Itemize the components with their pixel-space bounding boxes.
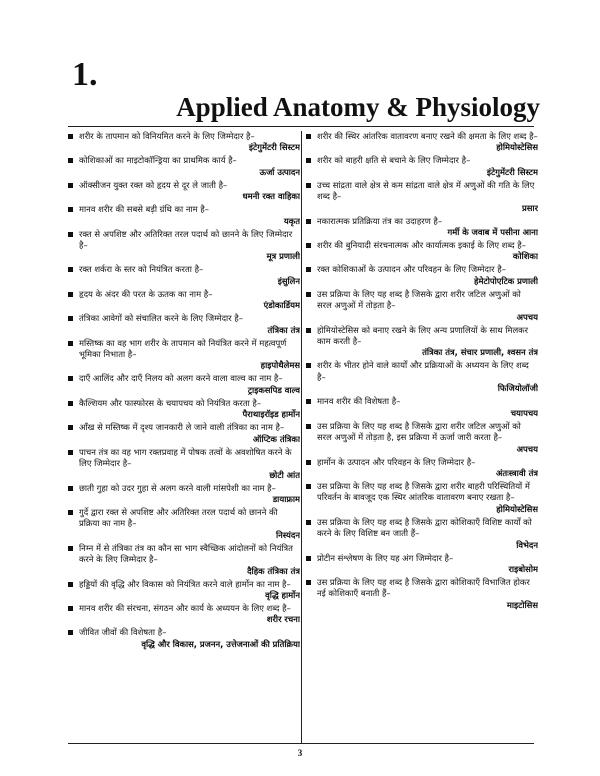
square-bullet-icon [68, 376, 73, 381]
question-item [306, 131, 538, 154]
square-bullet-icon [68, 267, 73, 272]
square-bullet-icon [68, 183, 73, 188]
question-text: उस प्रक्रिया के लिए यह शब्द है जिसके द्वारा शरीर जटिल अणुओं को सरल अणुओं में तोड़ता है, इस प्रक्रिया में ऊर्जा जारी करता है– [317, 420, 521, 443]
answer-text: हाइपोथैलेमस [260, 360, 300, 371]
column-divider [301, 131, 302, 743]
square-bullet-icon [306, 292, 311, 297]
question-text: उस प्रक्रिया के लिए यह शब्द है जिसके द्वारा शरीर बाहरी परिस्थितियों में परिवर्तन के बावजूद एक स्थिर आंतरिक वातावरण बनाए रखता है– [317, 480, 530, 503]
question-text: आँख से मस्तिष्क में दृश्य जानकारी ले जाने वाली तंत्रिका का नाम है– [79, 422, 285, 433]
square-bullet-icon [68, 630, 73, 635]
question-item [68, 447, 300, 481]
question-text: उस प्रक्रिया के लिए यह शब्द है जिसके द्वारा शरीर जटिल अणुओं को सरल अणुओं में तोड़ता है– [317, 288, 521, 311]
question-text: मस्तिष्क का वह भाग शरीर के तापमान को नियंत्रित करने में महत्वपूर्ण भूमिका निभाता है– [79, 337, 287, 360]
square-bullet-icon [68, 158, 73, 163]
square-bullet-icon [68, 510, 73, 515]
answer-text: अपचय [516, 311, 538, 322]
square-bullet-icon [68, 486, 73, 491]
question-item [68, 338, 300, 372]
question-text: कैल्शियम और फास्फोरस के चयापचय को नियंत्रित करता है– [79, 397, 262, 408]
square-bullet-icon [68, 582, 73, 587]
answer-text: धमनी रक्त वाहिका [242, 191, 300, 202]
square-bullet-icon [68, 316, 73, 321]
question-item [306, 396, 538, 419]
answer-text: अंतःस्त्रावी तंत्र [495, 467, 538, 478]
square-bullet-icon [306, 520, 311, 525]
square-bullet-icon [306, 363, 311, 368]
question-item [306, 481, 538, 515]
square-bullet-icon [68, 546, 73, 551]
answer-text: अपचय [516, 443, 538, 454]
question-text: शरीर के भीतर होने वाले कार्यों और प्रक्रियाओं के अध्ययन के लिए शब्द है– [317, 360, 529, 382]
square-bullet-icon [306, 183, 311, 188]
square-bullet-icon [306, 556, 311, 561]
answer-text: निस्यंदन [275, 529, 300, 540]
question-item [68, 373, 300, 396]
question-text: पाचन तंत्र का वह भाग रक्तप्रवाह में पोषक तत्वों के अवशोषित करने के लिए जिम्मेदार है– [79, 446, 292, 469]
answer-text: गर्मी के जवाब में पसीना आना [447, 227, 538, 238]
question-item [306, 421, 538, 455]
question-item [306, 180, 538, 214]
question-item [68, 543, 300, 577]
answer-text: विभेदन [516, 539, 538, 550]
page-number: 3 [297, 748, 303, 758]
question-text: तंत्रिका आवेगों को संचालित करने के लिए जिम्मेदार है– [79, 313, 243, 324]
question-item [68, 131, 300, 154]
square-bullet-icon [306, 158, 311, 163]
question-item [68, 422, 300, 445]
answer-text: फिजियोलॉजी [497, 383, 538, 394]
answer-text: इंसुलिन [277, 275, 300, 286]
question-text: गुर्दे द्वारा रक्त से अपशिष्ट और अतिरिक्त तरल पदार्थ को छानने की प्रक्रिया का नाम है– [79, 506, 278, 529]
answer-text: होमियोस्टेसिस [496, 503, 538, 514]
question-item [68, 313, 300, 336]
square-bullet-icon [68, 207, 73, 212]
chapter-title: Applied Anatomy & Physiology [176, 92, 540, 122]
square-bullet-icon [306, 219, 311, 224]
square-bullet-icon [306, 484, 311, 489]
question-text: मानव शरीर की विशेषता है– [317, 396, 401, 407]
question-item [306, 240, 538, 263]
answer-text: हेमेटोपोएटिक प्रणाली [474, 275, 538, 286]
question-text: मानव शरीर की सबसे बड़ी ग्रंथि का नाम है– [79, 204, 209, 215]
answer-text: पैराथाइरॉइड हार्मोन [242, 409, 300, 420]
square-bullet-icon [306, 399, 311, 404]
question-text: हृदय के अंदर की परत के ऊतक का नाम है– [79, 288, 213, 299]
question-item [306, 325, 538, 359]
answer-text: प्रसार [521, 202, 538, 213]
question-item [68, 289, 300, 312]
answer-text: होमियोस्टेसिस [496, 142, 538, 153]
square-bullet-icon [306, 580, 311, 585]
question-item [306, 155, 538, 178]
question-text: उच्च सांद्रता वाले क्षेत्र से कम सांद्रता वाले क्षेत्र में अणुओं की गति के लिए शब्द है– [317, 179, 535, 202]
square-bullet-icon [306, 328, 311, 333]
question-item [306, 289, 538, 323]
question-item [68, 204, 300, 227]
answer-text: तंत्रिका तंत्र [267, 324, 300, 335]
answer-text: छोटी आंत [269, 469, 300, 480]
square-bullet-icon [306, 424, 311, 429]
question-text: ऑक्सीजन युक्त रक्त को हृदय से दूर ले जाती है– [79, 179, 228, 190]
answer-text: चयापचय [510, 407, 538, 418]
question-text: शरीर के तापमान को विनियमित करने के लिए जिम्मेदार है– [79, 131, 255, 141]
answer-text: कोशिका [512, 251, 538, 262]
question-text: प्रोटीन संश्लेषण के लिए यह अंग जिम्मेदार है– [317, 552, 454, 563]
square-bullet-icon [68, 232, 73, 237]
question-item [306, 264, 538, 287]
square-bullet-icon [68, 134, 73, 139]
answer-text: मूत्र प्रणाली [266, 251, 300, 262]
answer-text: ट्राइकसपिड वाल्व [247, 384, 300, 395]
question-item [68, 264, 300, 287]
square-bullet-icon [306, 134, 311, 139]
question-item [306, 360, 538, 394]
answer-text: इंटेगुमेंटरी सिस्टम [486, 166, 538, 177]
question-item [306, 457, 538, 480]
square-bullet-icon [306, 267, 311, 272]
question-text: रक्त कोशिकाओं के उत्पादन और परिवहन के लिए जिम्मेदार है– [317, 264, 506, 275]
square-bullet-icon [306, 243, 311, 248]
question-text: रक्त से अपशिष्ट और अतिरिक्त तरल पदार्थ को छानने के लिए जिम्मेदार है– [79, 228, 293, 251]
question-text: दाएँ आलिंद और दाएँ निलय को अलग करने वाला वाल्व का नाम है– [79, 373, 283, 384]
question-item [68, 507, 300, 541]
question-item [306, 216, 538, 239]
answer-text: माइटोसिस [506, 599, 538, 610]
left-column [68, 131, 300, 741]
question-text: होमियोस्टेसिस को बनाए रखने के लिए अन्य प्रणालियों के साथ मिलकर काम करती है– [317, 324, 528, 347]
square-bullet-icon [68, 425, 73, 430]
square-bullet-icon [68, 401, 73, 406]
answer-text: ऊर्जा उत्पादन [259, 166, 300, 177]
question-text: नकारात्मक प्रतिक्रिया तंत्र का उदाहरण है– [317, 215, 443, 226]
question-item [68, 180, 300, 203]
answer-text: वृद्धि हार्मोन [265, 589, 300, 600]
answer-text: शरीर रचना [266, 614, 300, 625]
answer-text: दैहिक तंत्रिका तंत्र [247, 565, 300, 576]
question-text: मानव शरीर की संरचना, संगठन और कार्य के अध्ययन के लिए शब्द है– [79, 602, 291, 613]
answer-text: डायाफ्राम [272, 493, 300, 504]
answer-text: इंटेगुमेंटरी सिस्टम [248, 142, 300, 153]
question-text: शरीर की स्थिर आंतरिक वातावरण बनाए रखने की क्षमता के लिए शब्द है– [317, 131, 538, 141]
square-bullet-icon [68, 292, 73, 297]
answer-text: राइबोसोम [508, 563, 538, 574]
answer-text: एंडोकार्डियम [263, 300, 300, 311]
question-text: रक्त शर्करा के स्तर को नियंत्रित करता है– [79, 264, 204, 275]
right-column [306, 131, 538, 741]
square-bullet-icon [68, 450, 73, 455]
question-item [68, 579, 300, 602]
answer-text: वृद्धि और विकास, प्रजनन, उत्तेजनाओं की प्रतिक्रिया [141, 638, 300, 649]
answer-text: यकृत [283, 215, 300, 226]
question-text: जीवित जीवों की विशेषता है– [79, 627, 167, 638]
answer-text: तंत्रिका तंत्र, संचार प्रणाली, श्वसन तंत्र [422, 347, 538, 358]
question-item [306, 577, 538, 611]
question-item [68, 603, 300, 626]
footer-rule [68, 743, 534, 744]
question-item [68, 398, 300, 421]
question-item [68, 155, 300, 178]
question-item [68, 229, 300, 263]
question-item [68, 627, 300, 650]
question-text: कोशिकाओं का माइटोकॉन्ड्रिया का प्राथमिक कार्य है– [79, 155, 237, 166]
square-bullet-icon [68, 341, 73, 346]
question-item [306, 517, 538, 551]
square-bullet-icon [68, 606, 73, 611]
square-bullet-icon [306, 460, 311, 465]
question-text: निम्न में से तंत्रिका तंत्र का कौन सा भाग स्वैच्छिक आंदोलनों को नियंत्रित करने के लिए जिम्मेदार है– [79, 542, 293, 565]
question-text: हार्मोन के उत्पादन और परिवहन के लिए जिम्मेदार है– [317, 456, 476, 467]
question-text: शरीर की बुनियादी संरचनात्मक और कार्यात्मक इकाई के लिए शब्द है– [317, 240, 526, 251]
question-text: शरीर को बाहरी क्षति से बचाने के लिए जिम्मेदार है– [317, 155, 471, 166]
question-text: उस प्रक्रिया के लिए यह शब्द है जिसके द्वारा कोशिकाएँ विशिष्ट कार्यों को करने के लिए विशिष्ट बन जाती हैं– [317, 516, 532, 539]
title-underline [68, 126, 534, 127]
question-item [306, 553, 538, 576]
chapter-number: 1. [72, 56, 98, 93]
question-text: हड्डियों की वृद्धि और विकास को नियंत्रित करने वाले हार्मोन का नाम है– [79, 578, 291, 589]
question-item [68, 483, 300, 506]
question-text: छाती गुहा को उदर गुहा से अलग करने वाली मांसपेशी का नाम है– [79, 482, 276, 493]
answer-text: ऑप्टिक तंत्रिका [252, 433, 300, 444]
question-text: उस प्रक्रिया के लिए यह शब्द है जिसके द्वारा कोशिकाएँ विभाजित होकर नई कोशिकाएँ बनाती हैं– [317, 576, 530, 599]
